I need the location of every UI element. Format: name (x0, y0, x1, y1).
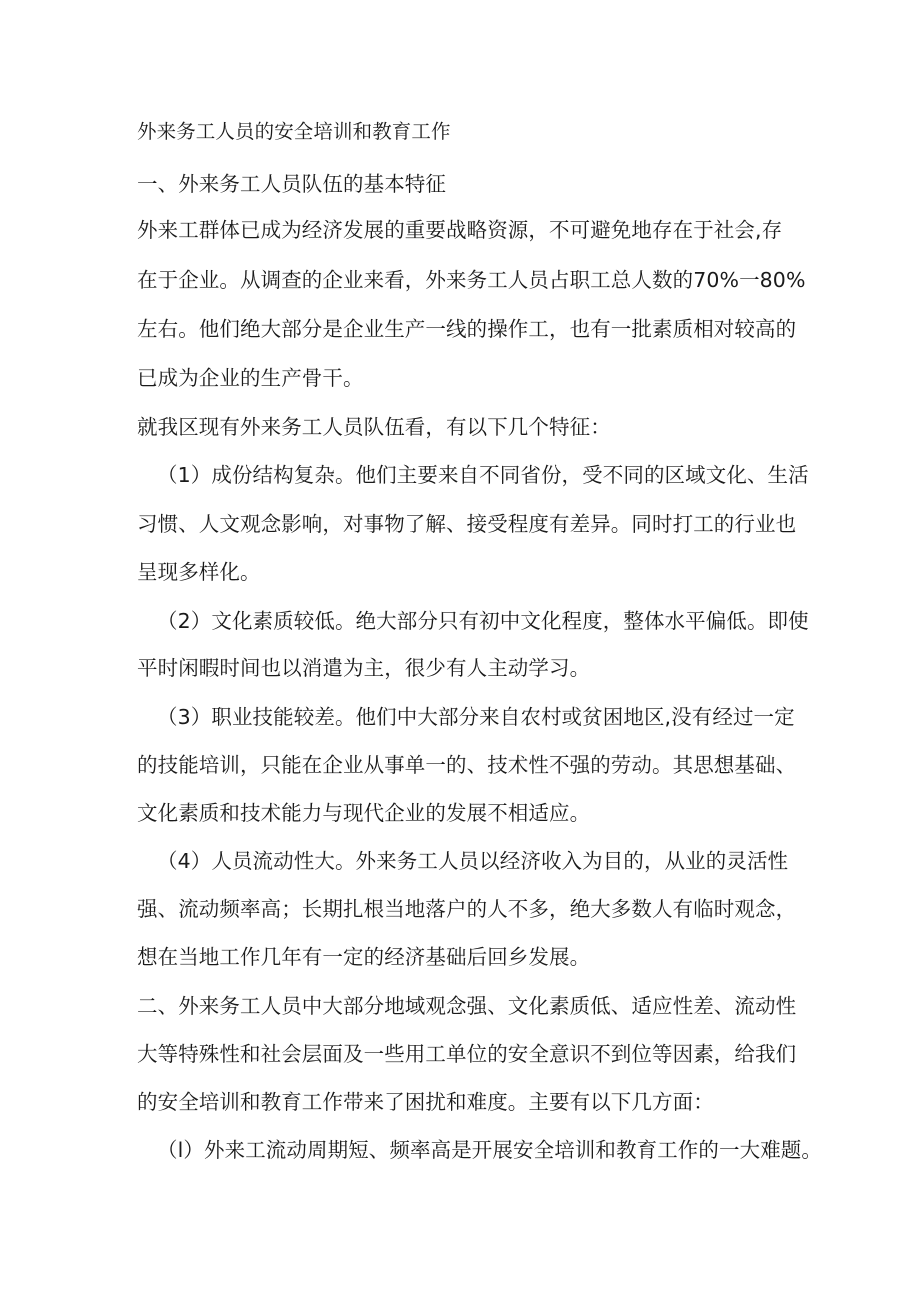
paragraph-line: 的技能培训，只能在企业从事单一的、技术性不强的劳动。其思想基础、 (137, 753, 797, 777)
paragraph-line: 大等特殊性和社会层面及一些用工单位的安全意识不到位等因素，给我们 (137, 1042, 797, 1066)
paragraph-line: 强、流动频率高；长期扎根当地落户的人不多，绝大多数人有临时观念， (137, 897, 797, 921)
section-heading-2: 二、外来务工人员中大部分地域观念强、文化素质低、适应性差、流动性 (137, 994, 797, 1018)
list-item-line: （2）文化素质较低。绝大部分只有初中文化程度，整体水平偏低。即使 (157, 609, 809, 633)
list-item-line: （4）人员流动性大。外来务工人员以经济收入为目的，从业的灵活性 (157, 849, 789, 873)
paragraph-line: 平时闲暇时间也以消遣为主，很少有人主动学习。 (137, 656, 591, 680)
list-item-line: （3）职业技能较差。他们中大部分来自农村或贫困地区,没有经过一定 (157, 705, 795, 729)
document-title: 外来务工人员的安全培训和教育工作 (137, 120, 451, 143)
list-item-line: （1）成份结构复杂。他们主要来自不同省份，受不同的区域文化、生活 (157, 463, 809, 487)
section-heading-1: 一、外来务工人员队伍的基本特征 (137, 172, 446, 196)
paragraph-line: 左右。他们绝大部分是企业生产一线的操作工，也有一批素质相对较高的 (137, 317, 797, 341)
paragraph-line: 就我区现有外来务工人员队伍看，有以下几个特征： (137, 415, 611, 439)
paragraph-line: 呈现多样化。 (137, 560, 261, 584)
paragraph-line: 文化素质和技术能力与现代企业的发展不相适应。 (137, 801, 591, 825)
list-item-line: （l）外来工流动周期短、频率高是开展安全培训和教育工作的一大难题。 (157, 1138, 822, 1162)
paragraph-line: 外来工群体已成为经济发展的重要战略资源，不可避免地存在于社会,存 (137, 218, 783, 242)
paragraph-line: 的安全培训和教育工作带来了困扰和难度。主要有以下几方面： (137, 1090, 714, 1114)
paragraph-line: 想在当地工作几年有一定的经济基础后回乡发展。 (137, 945, 591, 969)
paragraph-line: 在于企业。从调查的企业来看，外来务工人员占职工总人数的70%一80% (137, 268, 806, 292)
paragraph-line: 习惯、人文观念影响，对事物了解、接受程度有差异。同时打工的行业也 (137, 512, 797, 536)
paragraph-line: 已成为企业的生产骨干。 (137, 366, 364, 390)
